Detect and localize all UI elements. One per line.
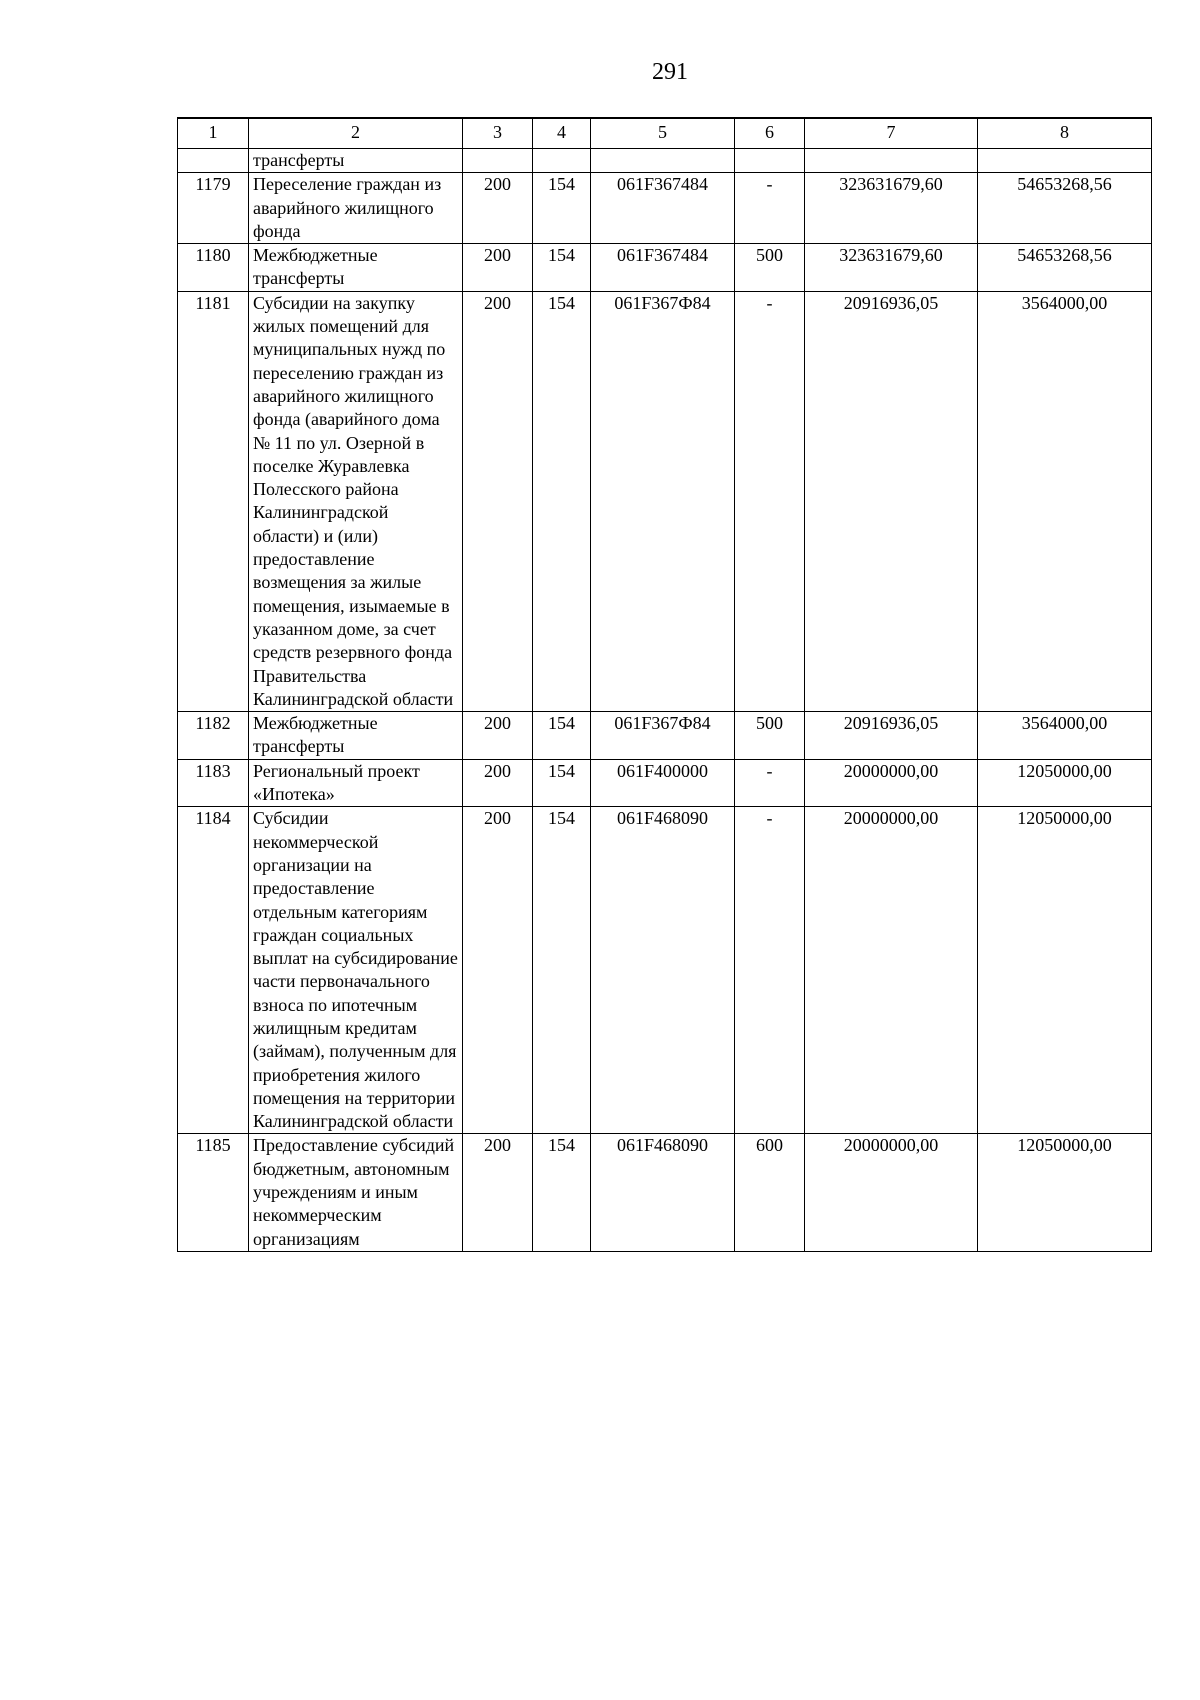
subsection-code-cell: 154 xyxy=(533,244,591,292)
subsection-code-cell: 154 xyxy=(533,1134,591,1251)
amount-cell-8: 3564000,00 xyxy=(978,291,1152,711)
row-name-cell: Субсидии некоммерческой организации на предоставление отдельным категориям граждан социальных выплат на субсидирование части первоначального взноса по ипотечным жилищным кредитам (займам), полученным для приобретения жилого помещения на территории Калининградской области xyxy=(249,807,463,1134)
table-row xyxy=(178,712,1152,760)
section-code-cell: 200 xyxy=(463,244,533,292)
amount-cell-7: 20000000,00 xyxy=(805,1134,978,1251)
row-number-cell: 1184 xyxy=(178,807,249,1134)
budget-table xyxy=(177,117,1152,1252)
row-number-cell: 1179 xyxy=(178,173,249,244)
table-cell xyxy=(735,149,805,173)
target-article-cell: 061F367484 xyxy=(591,244,735,292)
target-article-cell: 061F468090 xyxy=(591,1134,735,1251)
expense-type-cell: 600 xyxy=(735,1134,805,1251)
table-cell xyxy=(591,149,735,173)
row-name-cell: Субсидии на закупку жилых помещений для муниципальных нужд по переселению граждан из аварийного жилищного фонда (аварийного дома № 11 по ул. Озерной в поселке Журавлевка Полесского района Калининградской области) и (или) предоставление возмещения за жилые помещения, изымаемые в указанном доме, за счет средств резервного фонда Правительства Калининградской области xyxy=(249,291,463,711)
table-header-row xyxy=(178,118,1152,149)
target-article-cell: 061F367484 xyxy=(591,173,735,244)
table-row xyxy=(178,759,1152,807)
table-cell xyxy=(978,149,1152,173)
amount-cell-7: 20000000,00 xyxy=(805,759,978,807)
amount-cell-7: 20916936,05 xyxy=(805,291,978,711)
section-code-cell: 200 xyxy=(463,1134,533,1251)
table-row xyxy=(178,173,1152,244)
row-name-cell: Региональный проект «Ипотека» xyxy=(249,759,463,807)
amount-cell-8: 12050000,00 xyxy=(978,1134,1152,1251)
target-article-cell: 061F468090 xyxy=(591,807,735,1134)
header-cell: 1 xyxy=(178,118,249,149)
header-cell: 6 xyxy=(735,118,805,149)
amount-cell-8: 54653268,56 xyxy=(978,173,1152,244)
row-number-cell: 1182 xyxy=(178,712,249,760)
subsection-code-cell: 154 xyxy=(533,759,591,807)
table-row xyxy=(178,807,1152,1134)
table-row xyxy=(178,244,1152,292)
header-cell: 8 xyxy=(978,118,1152,149)
table-row xyxy=(178,291,1152,711)
target-article-cell: 061F367Ф84 xyxy=(591,291,735,711)
expense-type-cell: - xyxy=(735,759,805,807)
row-number-cell: 1181 xyxy=(178,291,249,711)
section-code-cell: 200 xyxy=(463,759,533,807)
subsection-code-cell: 154 xyxy=(533,807,591,1134)
subsection-code-cell: 154 xyxy=(533,712,591,760)
amount-cell-7: 323631679,60 xyxy=(805,244,978,292)
table-cell xyxy=(463,149,533,173)
subsection-code-cell: 154 xyxy=(533,173,591,244)
page-number: 291 xyxy=(652,59,688,85)
expense-type-cell: 500 xyxy=(735,712,805,760)
amount-cell-7: 20916936,05 xyxy=(805,712,978,760)
row-number-cell xyxy=(178,149,249,173)
header-cell: 3 xyxy=(463,118,533,149)
table-cell xyxy=(805,149,978,173)
amount-cell-8: 12050000,00 xyxy=(978,759,1152,807)
section-code-cell: 200 xyxy=(463,807,533,1134)
header-cell: 7 xyxy=(805,118,978,149)
continuation-row xyxy=(178,149,1152,173)
section-code-cell: 200 xyxy=(463,712,533,760)
header-cell: 4 xyxy=(533,118,591,149)
section-code-cell: 200 xyxy=(463,173,533,244)
table-cell xyxy=(533,149,591,173)
row-name-cell: трансферты xyxy=(249,149,463,173)
target-article-cell: 061F400000 xyxy=(591,759,735,807)
expense-type-cell: - xyxy=(735,807,805,1134)
header-cell: 2 xyxy=(249,118,463,149)
row-name-cell: Предоставление субсидий бюджетным, автономным учреждениям и иным некоммерческим организациям xyxy=(249,1134,463,1251)
row-name-cell: Межбюджетные трансферты xyxy=(249,244,463,292)
row-number-cell: 1185 xyxy=(178,1134,249,1251)
row-number-cell: 1183 xyxy=(178,759,249,807)
row-name-cell: Межбюджетные трансферты xyxy=(249,712,463,760)
row-number-cell: 1180 xyxy=(178,244,249,292)
row-name-cell: Переселение граждан из аварийного жилищного фонда xyxy=(249,173,463,244)
table-row xyxy=(178,1134,1152,1251)
expense-type-cell: - xyxy=(735,173,805,244)
expense-type-cell: - xyxy=(735,291,805,711)
section-code-cell: 200 xyxy=(463,291,533,711)
amount-cell-8: 3564000,00 xyxy=(978,712,1152,760)
expense-type-cell: 500 xyxy=(735,244,805,292)
amount-cell-8: 12050000,00 xyxy=(978,807,1152,1134)
amount-cell-7: 323631679,60 xyxy=(805,173,978,244)
amount-cell-7: 20000000,00 xyxy=(805,807,978,1134)
header-cell: 5 xyxy=(591,118,735,149)
subsection-code-cell: 154 xyxy=(533,291,591,711)
amount-cell-8: 54653268,56 xyxy=(978,244,1152,292)
target-article-cell: 061F367Ф84 xyxy=(591,712,735,760)
